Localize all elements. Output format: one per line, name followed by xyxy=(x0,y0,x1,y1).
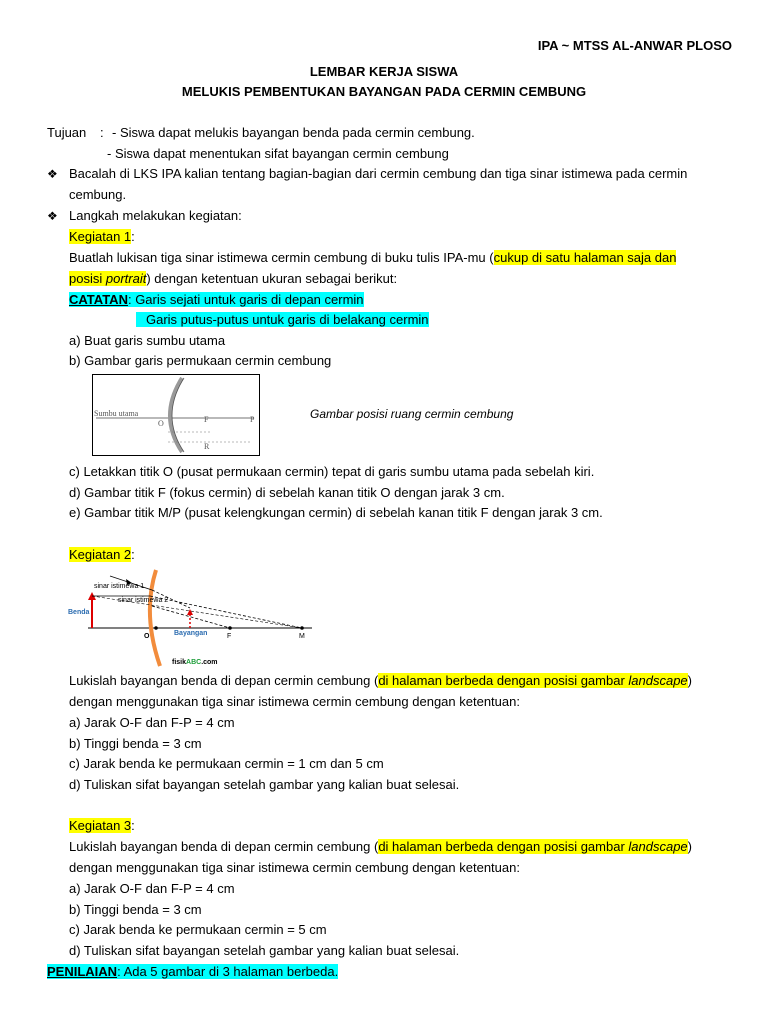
diamond-bullet-icon: ❖ xyxy=(47,209,58,223)
diamond-bullet-icon: ❖ xyxy=(47,167,58,181)
kegiatan-3-label: Kegiatan 3 xyxy=(69,818,132,833)
catatan-text-2: Garis putus-putus untuk garis di belakang cermin xyxy=(136,312,429,327)
k2-intro-b: ) xyxy=(687,673,693,688)
k3-item-c: c) Jarak benda ke permukaan cermin = 5 cm xyxy=(69,922,327,937)
kegiatan-2-label: Kegiatan 2 xyxy=(69,547,132,562)
diagram-1-caption: Gambar posisi ruang cermin cembung xyxy=(310,407,514,421)
brand-watermark: fisikABC.com xyxy=(172,659,218,666)
kegiatan-3-colon: : xyxy=(131,818,135,833)
kegiatan-1-label: Kegiatan 1 xyxy=(69,229,132,244)
tujuan-label: Tujuan xyxy=(47,125,87,140)
tujuan-separator: : xyxy=(100,125,104,140)
kegiatan-1-colon: : xyxy=(131,229,135,244)
point-f-label: F xyxy=(227,633,232,640)
penilaian-label: PENILAIAN xyxy=(47,964,118,979)
school-header: IPA ~ MTSS AL-ANWAR PLOSO xyxy=(537,38,732,53)
point-r-label: R xyxy=(204,442,210,451)
penilaian-line xyxy=(47,964,338,980)
k1-step-a: a) Buat garis sumbu utama xyxy=(69,333,226,348)
bullet-text-1: Bacalah di LKS IPA kalian tentang bagian-bagian dari cermin cembung dan tiga sinar istimewa pada cermin xyxy=(69,166,688,181)
mirror-space-diagram xyxy=(92,374,260,456)
bullet-text-2: Langkah melakukan kegiatan: xyxy=(69,208,242,223)
point-m-label: M xyxy=(299,633,305,640)
kegiatan-1-text-b: ) dengan ketentuan ukuran sebagai berikut: xyxy=(146,271,398,286)
kegiatan-1-instruction xyxy=(69,250,676,266)
object-label: Benda xyxy=(68,609,90,616)
point-o-label: O xyxy=(144,633,150,640)
k3-item-b: b) Tinggi benda = 3 cm xyxy=(69,902,202,917)
catatan-line-2 xyxy=(136,312,429,328)
kegiatan-3-intro xyxy=(69,839,692,855)
catatan-label: CATATAN xyxy=(69,292,128,307)
kegiatan-1-text-a: Buatlah lukisan tiga sinar istimewa cermin cembung di buku tulis IPA-mu ( xyxy=(69,250,494,265)
k2-item-b: b) Tinggi benda = 3 cm xyxy=(69,736,202,751)
k3-item-a: a) Jarak O-F dan F-P = 4 cm xyxy=(69,881,235,896)
tujuan-item-1: - Siswa dapat melukis bayangan benda pada cermin cembung. xyxy=(112,125,475,140)
k1-step-c: c) Letakkan titik O (pusat permukaan cermin) tepat di garis sumbu utama pada sebelah kiri. xyxy=(69,464,595,479)
page-subtitle: MELUKIS PEMBENTUKAN BAYANGAN PADA CERMIN CEMBUNG xyxy=(181,84,587,99)
image-label: Bayangan xyxy=(174,630,208,637)
k3-intro-b: ) xyxy=(687,839,693,854)
kegiatan-2-intro xyxy=(69,673,692,689)
axis-label: Sumbu utama xyxy=(94,409,139,418)
k3-intro-a: Lukislah bayangan benda di depan cermin cembung ( xyxy=(69,839,379,854)
k3-intro-highlight-italic: landscape xyxy=(628,839,688,854)
kegiatan-2-colon: : xyxy=(131,547,135,562)
page-title: LEMBAR KERJA SISWA xyxy=(309,64,459,79)
k1-step-b: b) Gambar garis permukaan cermin cembung xyxy=(69,353,332,368)
kegiatan-3-intro-line-2: dengan menggunakan tiga sinar istimewa cermin cembung dengan ketentuan: xyxy=(69,860,520,875)
tujuan-item-2: - Siswa dapat menentukan sifat bayangan cermin cembung xyxy=(107,146,449,161)
point-p-label: P xyxy=(250,415,255,424)
k2-item-c: c) Jarak benda ke permukaan cermin = 1 cm dan 5 cm xyxy=(69,756,384,771)
bullet-text-1-cont: cembung. xyxy=(69,187,127,202)
ray-2-label: sinar istimewa 2 xyxy=(118,597,169,604)
convex-mirror-shape xyxy=(150,570,160,666)
k3-intro-highlight: di halaman berbeda dengan posisi gambar xyxy=(378,839,629,854)
point-f-label: F xyxy=(204,415,209,424)
ray-1-label: sinar istimewa 1 xyxy=(94,583,145,590)
k2-intro-highlight: di halaman berbeda dengan posisi gambar xyxy=(378,673,629,688)
k2-item-d: d) Tuliskan sifat bayangan setelah gambar yang kalian buat selesai. xyxy=(69,777,460,792)
k3-item-d: d) Tuliskan sifat bayangan setelah gambar yang kalian buat selesai. xyxy=(69,943,460,958)
kegiatan-3-heading xyxy=(69,818,135,834)
kegiatan-1-highlight-b1: posisi xyxy=(69,271,106,286)
kegiatan-1-highlight-a: cukup di satu halaman saja dan xyxy=(493,250,677,265)
kegiatan-1-instruction-cont xyxy=(69,271,397,287)
catatan-line-1 xyxy=(69,292,364,308)
k1-step-e: e) Gambar titik M/P (pusat kelengkungan cermin) di sebelah kanan titik F dengan jarak 3 cm. xyxy=(69,505,603,520)
catatan-text-1: : Garis sejati untuk garis di depan cermin xyxy=(127,292,364,307)
penilaian-text: : Ada 5 gambar di 3 halaman berbeda. xyxy=(117,964,339,979)
kegiatan-2-heading xyxy=(69,547,135,563)
k2-intro-a: Lukislah bayangan benda di depan cermin cembung ( xyxy=(69,673,379,688)
image-formation-diagram xyxy=(64,568,324,672)
k2-item-a: a) Jarak O-F dan F-P = 4 cm xyxy=(69,715,235,730)
kegiatan-2-intro-line-2: dengan menggunakan tiga sinar istimewa cermin cembung dengan ketentuan: xyxy=(69,694,520,709)
point-o-label: O xyxy=(158,419,164,428)
k2-intro-highlight-italic: landscape xyxy=(628,673,688,688)
k1-step-d: d) Gambar titik F (fokus cermin) di sebelah kanan titik O dengan jarak 3 cm. xyxy=(69,485,505,500)
kegiatan-1-heading xyxy=(69,229,135,245)
kegiatan-1-highlight-b2: portrait xyxy=(105,271,147,286)
